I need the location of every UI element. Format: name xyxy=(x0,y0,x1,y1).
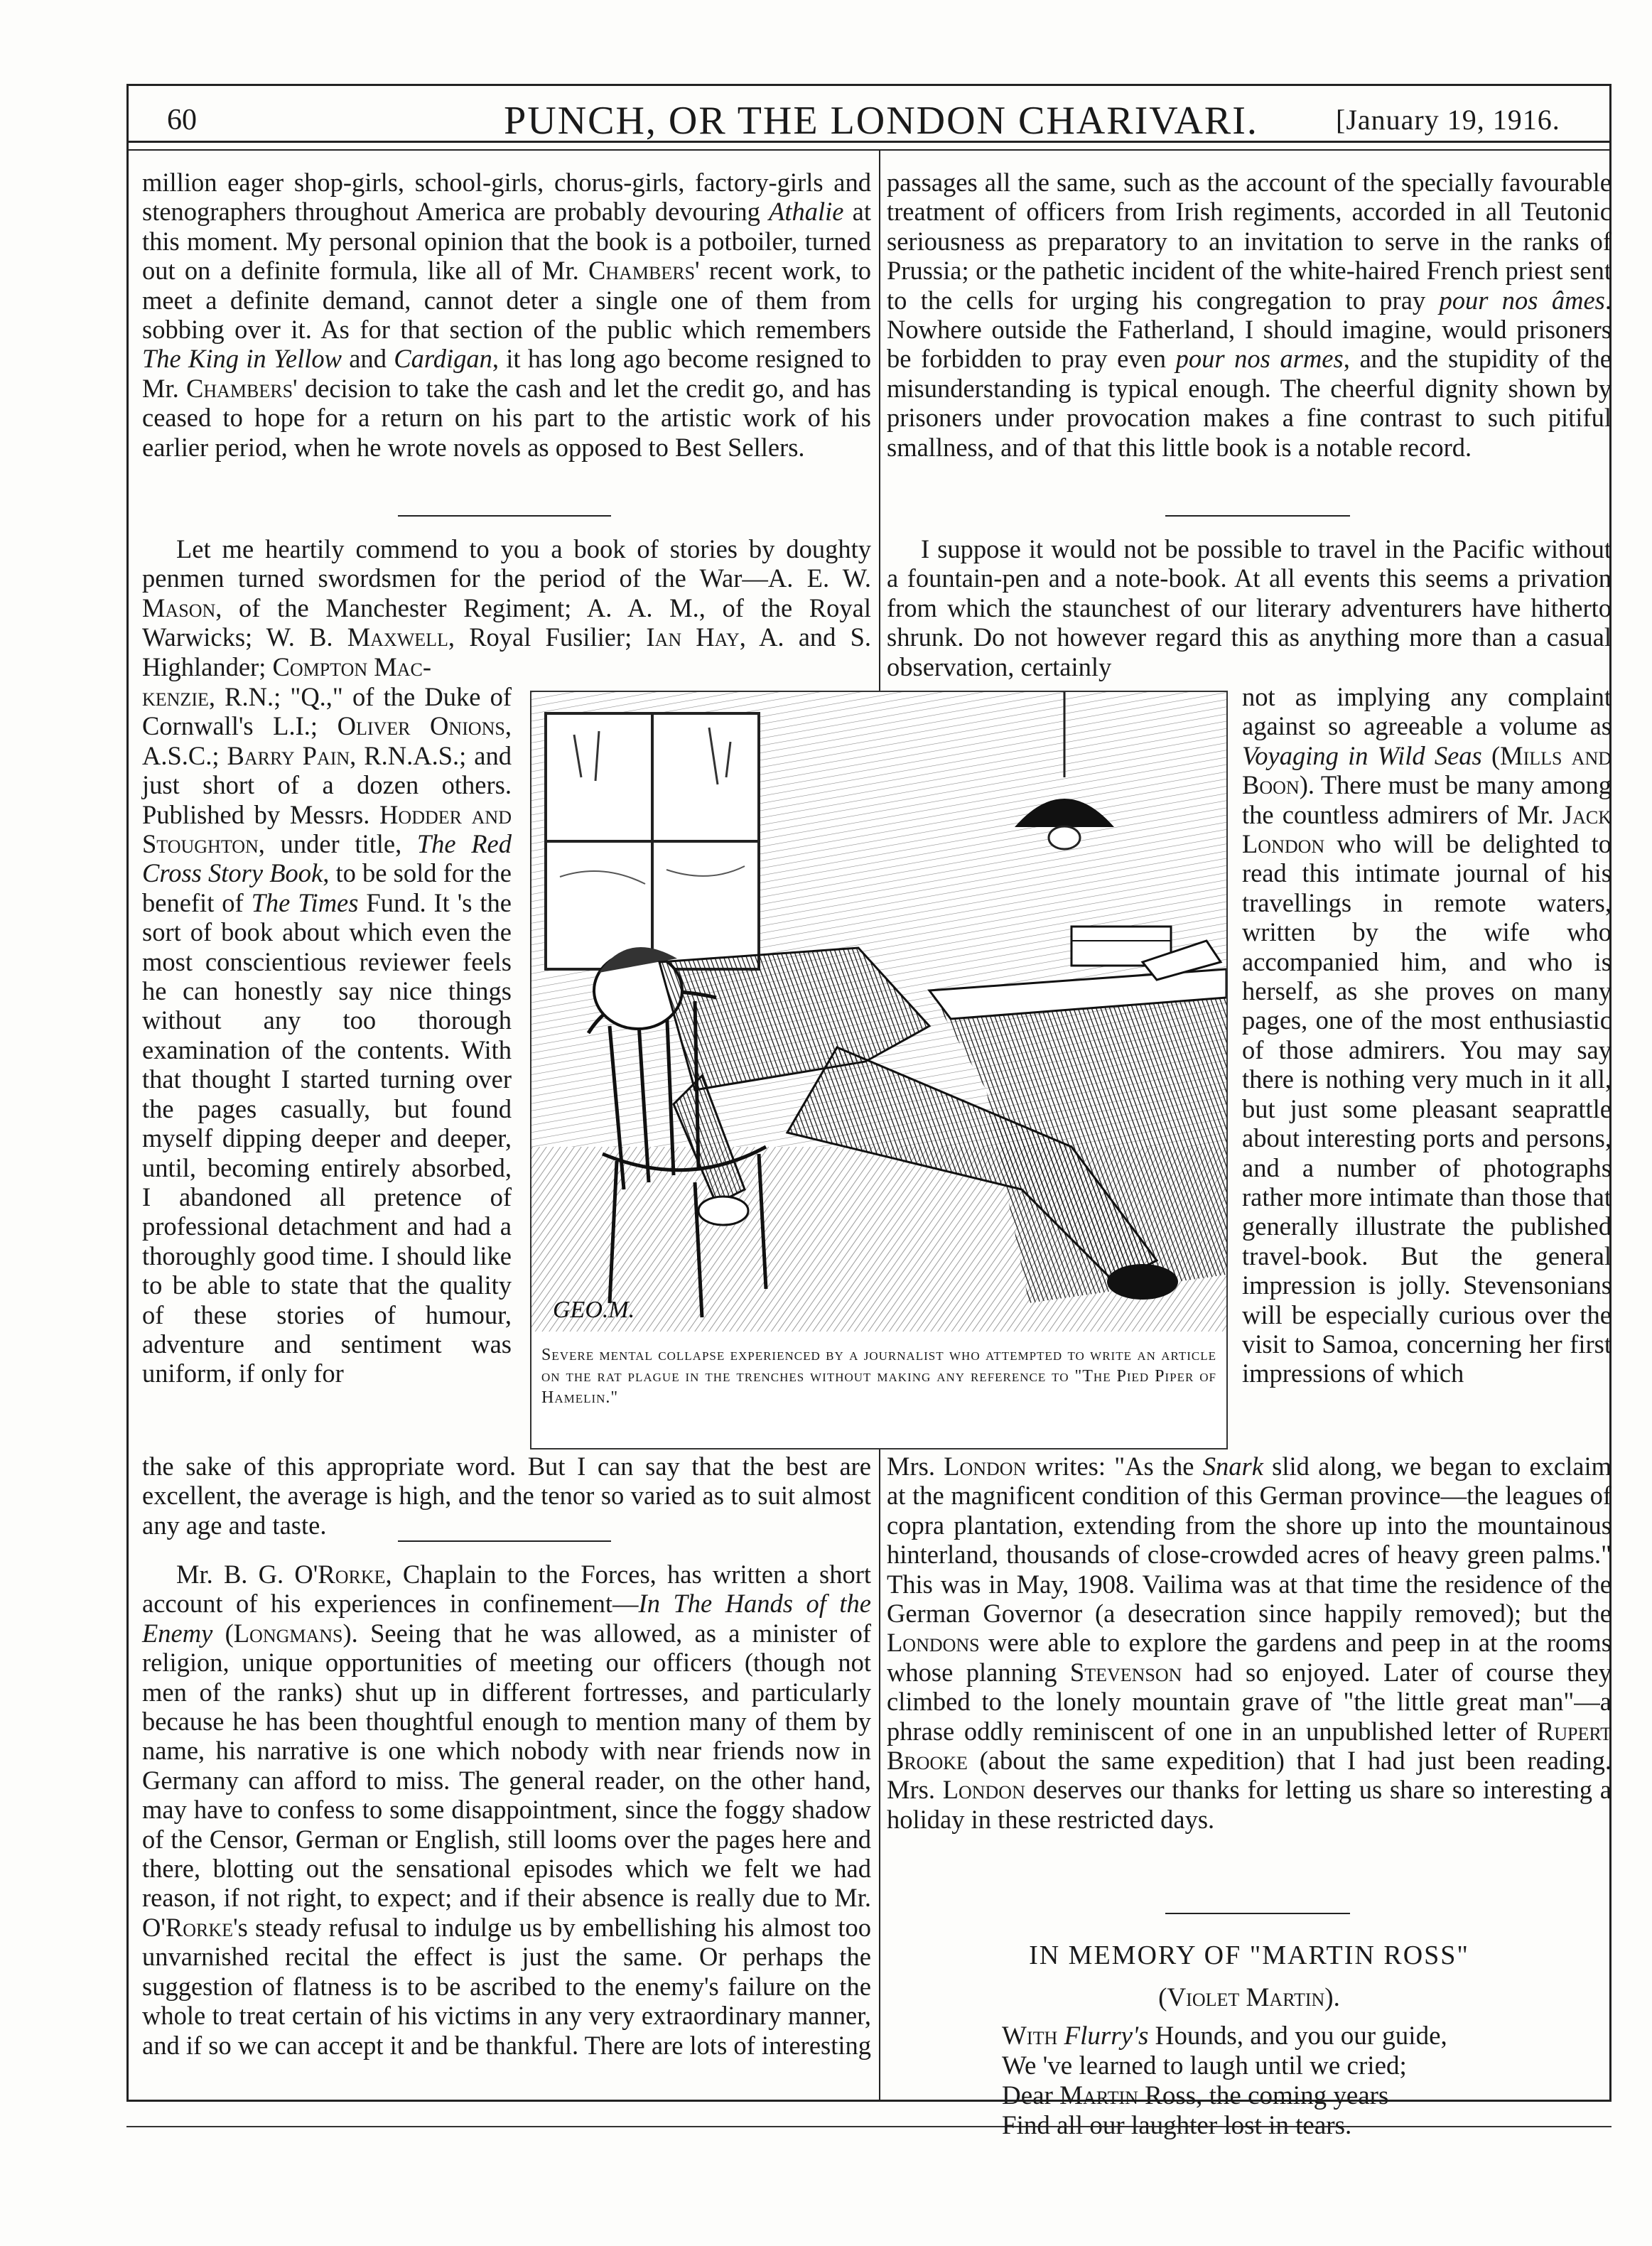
poem-subtitle-text: (Violet Martin). xyxy=(1158,1983,1340,2012)
text-run: kenzie xyxy=(142,682,209,711)
poem-line xyxy=(1002,2111,1447,2141)
text-run: ( xyxy=(1481,740,1501,770)
text-run: Athalie xyxy=(769,197,844,227)
review-athalie xyxy=(142,168,871,462)
review-red-cross-narrow xyxy=(142,682,512,1388)
text-run: Cardigan xyxy=(394,344,492,374)
text-run: pour nos âmes xyxy=(1439,285,1605,315)
text-run: 's steady refusal to indulge us by embellishing his almost too unvarnished recital the effect is just the same. Or perhaps the suggestion of flatness is to be ascribed to the enemy's failure on the whole to treat certain of his victims in any very extraordinary manner, and if so we can accept it and be thankful. There are lots of interesting xyxy=(142,1912,872,2060)
text-run: who will be delighted to read this intimate journal of his travellings in remote waters, written by the wife who accompanied him, and who is herself, as she proves on many pages, one of the most enthusiastic of those admirers. You may say there is nothing very much in it all, but just some pleasant seaprattle about interesting ports and persons, and a number of photographs rather more intimate than those that generally illustrate the published travel-book. But the general impression is jolly. Stevensonians will be especially curious over the visit to Samoa, concerning her first impressions of which xyxy=(1242,829,1611,1388)
text-run: , it has long ago become resigned to Mr. xyxy=(142,344,872,403)
cartoon-drawing xyxy=(531,692,1226,1332)
page-number: 60 xyxy=(167,104,197,136)
text-run: , A. and S. Highlander; xyxy=(142,622,872,681)
text-run: O'Rorke xyxy=(294,1560,386,1589)
text-run: ( xyxy=(212,1618,234,1648)
text-run xyxy=(1057,2021,1064,2051)
text-run: Chambers xyxy=(588,256,696,286)
text-run: pour nos armes xyxy=(1175,344,1344,374)
column-divider-top xyxy=(879,151,880,691)
text-run: writes: "As the xyxy=(1026,1452,1203,1481)
paragraph xyxy=(142,168,871,462)
review-voyaging-intro xyxy=(887,534,1611,681)
text-run: The Red Cross Story Book xyxy=(142,829,512,888)
text-run: , to be sold for the benefit of xyxy=(142,858,512,917)
review-ororke-continued xyxy=(887,168,1611,462)
text-run: Dear xyxy=(1002,2081,1060,2110)
text-run: London xyxy=(942,1775,1025,1805)
text-run: ). Seeing that he was allowed, as a minister of religion, unique opportunities of meeting our officers (though not men of the ranks) shut up in different fortresses, and particularly because he has been thoughtful enough to mention many of them by name, his narrative is one which nobody with near friends now in Germany can afford to miss. The general reader, on the other hand, may have to confess to some disappointment, since the foggy shadow of the Censor, German or English, still looms over the pages here and there, blotting out the sensational episodes which we felt we had reason, if not right, to expect; and if their absence is really due to Mr. xyxy=(142,1618,872,1913)
text-run: I suppose it would not be possible to travel in the Pacific without a fountain-pen and a note-book. At all events this seems a privation from which the staunchest of our literary adventurers have hitherto shrunk. Do not however regard this as anything more than a casual observation, certainly xyxy=(887,534,1611,681)
text-run: slid along, we began to exclaim at the magnificent condition of this German province—the leagues of copra plantation, extending from the shore up into the mountainous hinterland, thousands of close-crowded acres of heavy green palms." This was in May, 1908. Vailima was at that time the residence of the German Governor (a desecration since happily removed); but the xyxy=(887,1452,1611,1629)
cartoon-illustration xyxy=(530,691,1228,1449)
text-run: Voyaging in Wild Seas xyxy=(1242,740,1482,770)
review-red-cross-end xyxy=(142,1452,871,1540)
text-run: . Nowhere outside the Fatherland, I should imagine, would prisoners be forbidden to pray even xyxy=(887,285,1611,374)
paragraph xyxy=(887,1452,1611,1834)
review-ororke xyxy=(142,1560,871,2060)
text-run: Mrs. xyxy=(887,1452,944,1481)
artist-signature: GEO.M. xyxy=(553,1297,635,1323)
issue-date: [January 19, 1916. xyxy=(1336,104,1560,136)
text-run: Mason xyxy=(142,593,216,622)
text-run: passages all the same, such as the account of the specially favourable treatment of officers from Irish regiments, accorded in all Teutonic seriousness as preparatory to an invitation to serve in the ranks of Prussia; or the pathetic incident of the white-haired French priest sent to the cells for urging his congregation to pray xyxy=(887,168,1611,315)
text-run: The Times xyxy=(251,887,359,917)
text-run: Barry Pain xyxy=(227,740,350,770)
column-divider-bottom xyxy=(879,1449,880,2102)
text-run: Compton Mac- xyxy=(272,652,431,681)
paragraph xyxy=(142,682,512,1388)
text-run: Find all our laughter lost in tears. xyxy=(1002,2111,1352,2140)
text-run: Hodder and Stoughton xyxy=(142,799,512,859)
paragraph xyxy=(1242,682,1611,1388)
text-run: deserves our thanks for letting us share so interesting a holiday in these restricted days. xyxy=(887,1775,1611,1834)
text-run: ' decision to take the cash and let the credit go, and has ceased to hope for a return on his part to the artistic work of his earlier period, when he wrote novels as opposed to Best Sellers. xyxy=(142,373,871,462)
text-run: Stevenson xyxy=(1069,1657,1182,1687)
paragraph xyxy=(887,168,1611,462)
text-run: Londons xyxy=(887,1628,980,1658)
text-run: , R.N.; "Q.," of the Duke of Cornwall's L.I.; xyxy=(142,682,512,741)
text-run: , of the Manchester Regiment; A. A. M., of the Royal Warwicks; W. B. xyxy=(142,593,871,652)
section-rule-left-1 xyxy=(398,515,611,517)
window xyxy=(546,713,759,969)
text-run: , under title, xyxy=(258,829,417,859)
text-run: and xyxy=(342,344,394,374)
text-run: We 've learned to laugh until we cried; xyxy=(1002,2051,1407,2080)
review-voyaging-end xyxy=(887,1452,1611,1834)
text-run: Rupert Brooke xyxy=(887,1716,1611,1776)
text-run: Let me heartily commend to you a book of stories by doughty penmen turned swordsmen for the period of the War—A. E. W. xyxy=(142,534,871,593)
text-run: , Royal Fusilier; xyxy=(448,622,647,652)
text-run: Ian Hay xyxy=(646,622,740,652)
text-run: the sake of this appropriate word. But I can say that the best are excellent, the average is high, and the tenor so varied as to suit almost any age and taste. xyxy=(142,1452,871,1540)
paragraph xyxy=(142,1452,871,1540)
text-run: O'Rorke xyxy=(142,1912,234,1942)
section-rule-right-2 xyxy=(1165,1913,1350,1914)
poem-body xyxy=(1002,2021,1447,2141)
text-run: Mr. B. G. xyxy=(176,1560,295,1589)
text-run: ' recent work, to meet a definite demand, cannot deter a single one of them from sobbing over it. As for that section of the public which remembers xyxy=(142,256,871,345)
text-run: With xyxy=(1002,2021,1058,2051)
text-run: Ross, the coming years xyxy=(1138,2081,1389,2110)
header-rule-inner xyxy=(126,149,1611,151)
text-run: The King in Yellow xyxy=(142,344,342,374)
text-run: Chambers xyxy=(186,373,293,403)
text-run: Martin xyxy=(1059,2081,1138,2110)
poem-line xyxy=(1002,2021,1447,2051)
text-run: Snark xyxy=(1202,1452,1263,1481)
text-run: Longmans xyxy=(233,1618,343,1648)
text-run: , and the stupidity of the misunderstanding is typical enough. The cheerful dignity shown by prisoners under provocation makes a fine contrast to such pitiful smallness, and of that this little book is a notable record. xyxy=(887,344,1611,462)
paragraph xyxy=(142,534,871,681)
poem-line xyxy=(1002,2051,1447,2081)
poem-line xyxy=(1002,2081,1447,2111)
review-red-cross-intro xyxy=(142,534,871,681)
text-run: Fund. It 's the sort of book about which even the most conscientious reviewer feels he can honestly say nice things without any too thorough examination of the contents. With that thought I started turning over the pages casually, but found myself dipping deeper and deeper, until, becoming entirely absorbed, I abandoned all pretence of professional detachment and had a thoroughly good time. I should like to be able to state that the quality of these stories of humour, adventure and sentiment was uniform, if only for xyxy=(142,887,512,1388)
cartoon-caption: Severe mental collapse experienced by a journalist who attempted to write an article on the rat plague in the trenches without making any reference to "The Pied Piper of Hamelin." xyxy=(541,1346,1216,1407)
section-rule-left-2 xyxy=(398,1540,611,1542)
text-run: , A.S.C.; xyxy=(142,711,512,770)
text-run: at this moment. My personal opinion that the book is a potboiler, turned out on a definite formula, like all of Mr. xyxy=(142,197,872,286)
poem-title: IN MEMORY OF "MARTIN ROSS" xyxy=(1029,1940,1469,1970)
text-run: had so enjoyed. Later of course they climbed to the lonely mountain grave of "the little great man"—a phrase oddly reminiscent of one in an unpublished letter of xyxy=(887,1657,1611,1746)
masthead-title: PUNCH, OR THE LONDON CHARIVARI. xyxy=(504,99,1258,143)
text-run: (about the same expedition) that I had just been reading. Mrs. xyxy=(887,1746,1611,1805)
paragraph xyxy=(887,534,1611,681)
section-rule-right-1 xyxy=(1165,515,1350,517)
text-run: Mills and Boon xyxy=(1242,740,1612,800)
text-run: not as implying any complaint against so agreeable a volume as xyxy=(1242,682,1611,741)
text-run: were able to explore the gardens and peep in at the rooms whose planning xyxy=(887,1628,1611,1687)
text-run: Oliver Onions xyxy=(337,711,505,741)
paragraph xyxy=(142,1560,871,2060)
text-run: Flurry's xyxy=(1064,2021,1149,2051)
text-run: Hounds, and you our guide, xyxy=(1148,2021,1447,2051)
text-run: , R.N.A.S.; and just short of a dozen others. Published by Messrs. xyxy=(142,740,512,829)
poem-subtitle xyxy=(887,1982,1611,2013)
text-run: million eager shop-girls, school-girls, chorus-girls, factory-girls and stenographers throughout America are probably devouring xyxy=(142,168,871,227)
text-run: ). There must be many among the countless admirers of Mr. xyxy=(1242,770,1611,829)
text-run: Maxwell xyxy=(347,622,448,652)
text-run: Jack London xyxy=(1242,799,1611,859)
text-run: , Chaplain to the Forces, has written a short account of his experiences in confinement— xyxy=(142,1560,872,1619)
text-run: London xyxy=(944,1452,1027,1481)
text-run: In The Hands of the Enemy xyxy=(142,1589,871,1648)
review-voyaging-narrow xyxy=(1242,682,1611,1388)
